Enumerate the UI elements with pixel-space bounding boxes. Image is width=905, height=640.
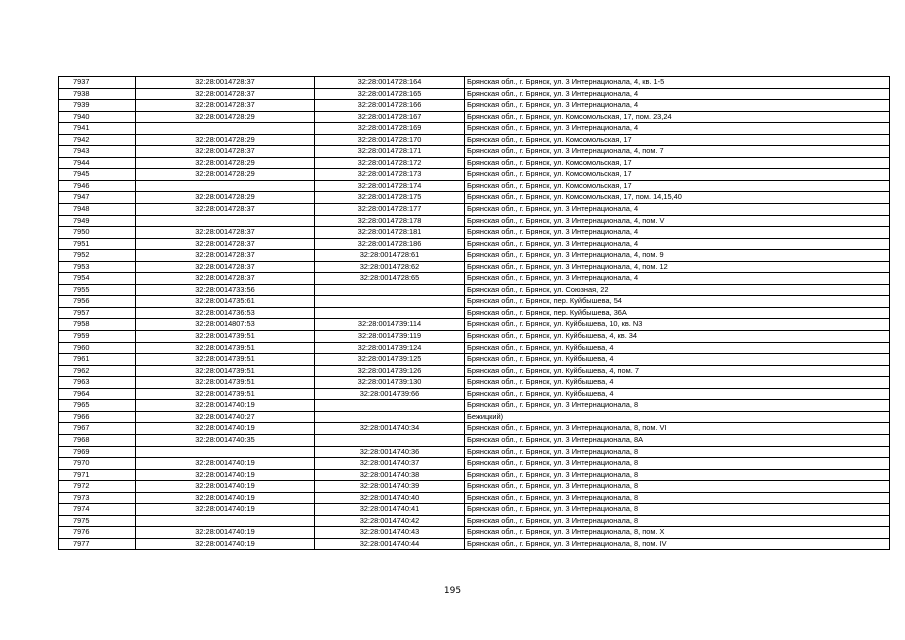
object-cadastral-number-cell: 32:28:0014728:61 [315,250,465,262]
address-cell: Брянская обл., г. Брянск, пер. Куйбышева, 36А [465,307,890,319]
object-cadastral-number-cell [315,307,465,319]
table-row [59,492,890,504]
land-cadastral-number-cell: 32:28:0014728:37 [136,100,315,112]
address-cell: Брянская обл., г. Брянск, ул. Союзная, 22 [465,284,890,296]
table-row [59,215,890,227]
land-cadastral-number-cell: 32:28:0014728:29 [136,157,315,169]
object-cadastral-number-cell: 32:28:0014728:175 [315,192,465,204]
object-cadastral-number-cell [315,296,465,308]
land-cadastral-number-cell: 32:28:0014740:19 [136,527,315,539]
address-cell: Брянская обл., г. Брянск, ул. Куйбышева, 4 [465,377,890,389]
address-cell: Брянская обл., г. Брянск, ул. 3 Интернационала, 8, пом. VI [465,423,890,435]
table-row [59,250,890,262]
object-cadastral-number-cell: 32:28:0014728:166 [315,100,465,112]
land-cadastral-number-cell [136,446,315,458]
table-row [59,365,890,377]
object-cadastral-number-cell: 32:28:0014728:173 [315,169,465,181]
object-cadastral-number-cell: 32:28:0014728:65 [315,273,465,285]
table-row [59,400,890,412]
row-number-cell: 7953 [59,261,136,273]
land-cadastral-number-cell: 32:28:0014728:37 [136,250,315,262]
object-cadastral-number-cell: 32:28:0014740:39 [315,481,465,493]
table-row [59,100,890,112]
row-number-cell: 7951 [59,238,136,250]
row-number-cell: 7972 [59,481,136,493]
address-cell: Брянская обл., г. Брянск, ул. 3 Интернационала, 4, пом. 12 [465,261,890,273]
land-cadastral-number-cell: 32:28:0014740:27 [136,411,315,423]
row-number-cell: 7958 [59,319,136,331]
row-number-cell: 7974 [59,504,136,516]
object-cadastral-number-cell: 32:28:0014728:178 [315,215,465,227]
table-row [59,423,890,435]
object-cadastral-number-cell: 32:28:0014740:41 [315,504,465,516]
address-cell: Брянская обл., г. Брянск, ул. 3 Интернационала, 4, пом. 7 [465,146,890,158]
object-cadastral-number-cell: 32:28:0014740:43 [315,527,465,539]
land-cadastral-number-cell: 32:28:0014728:29 [136,134,315,146]
object-cadastral-number-cell: 32:28:0014728:174 [315,180,465,192]
land-cadastral-number-cell: 32:28:0014728:29 [136,169,315,181]
land-cadastral-number-cell: 32:28:0014739:51 [136,377,315,389]
object-cadastral-number-cell: 32:28:0014740:36 [315,446,465,458]
land-cadastral-number-cell: 32:28:0014739:51 [136,388,315,400]
table-row [59,446,890,458]
land-cadastral-number-cell: 32:28:0014728:37 [136,146,315,158]
row-number-cell: 7971 [59,469,136,481]
land-cadastral-number-cell: 32:28:0014740:35 [136,434,315,446]
row-number-cell: 7950 [59,227,136,239]
table-row [59,134,890,146]
object-cadastral-number-cell: 32:28:0014739:114 [315,319,465,331]
land-cadastral-number-cell: 32:28:0014736:53 [136,307,315,319]
row-number-cell: 7942 [59,134,136,146]
land-cadastral-number-cell [136,180,315,192]
object-cadastral-number-cell: 32:28:0014728:170 [315,134,465,146]
land-cadastral-number-cell: 32:28:0014740:19 [136,538,315,550]
table-row [59,284,890,296]
object-cadastral-number-cell: 32:28:0014740:42 [315,515,465,527]
row-number-cell: 7969 [59,446,136,458]
address-cell: Брянская обл., г. Брянск, ул. Куйбышева, 4, кв. 34 [465,331,890,343]
object-cadastral-number-cell: 32:28:0014740:40 [315,492,465,504]
address-cell: Брянская обл., г. Брянск, ул. Комсомольская, 17, пом. 14,15,40 [465,192,890,204]
table-row [59,169,890,181]
address-cell: Брянская обл., г. Брянск, ул. 3 Интернационала, 4 [465,273,890,285]
land-cadastral-number-cell: 32:28:0014740:19 [136,481,315,493]
address-cell: Брянская обл., г. Брянск, пер. Куйбышева, 54 [465,296,890,308]
land-cadastral-number-cell: 32:28:0014740:19 [136,400,315,412]
address-cell: Брянская обл., г. Брянск, ул. 3 Интернационала, 8 [465,400,890,412]
land-cadastral-number-cell: 32:28:0014740:19 [136,492,315,504]
land-cadastral-number-cell: 32:28:0014807:53 [136,319,315,331]
address-cell: Брянская обл., г. Брянск, ул. 3 Интернационала, 4, пом. V [465,215,890,227]
table-row [59,527,890,539]
table-row [59,458,890,470]
table-row [59,180,890,192]
row-number-cell: 7959 [59,331,136,343]
object-cadastral-number-cell: 32:28:0014728:167 [315,111,465,123]
table-row [59,469,890,481]
address-cell: Брянская обл., г. Брянск, ул. 3 Интернационала, 8, пом. IV [465,538,890,550]
object-cadastral-number-cell: 32:28:0014728:165 [315,88,465,100]
table-row [59,307,890,319]
address-cell: Брянская обл., г. Брянск, ул. Комсомольская, 17 [465,157,890,169]
row-number-cell: 7961 [59,354,136,366]
row-number-cell: 7939 [59,100,136,112]
row-number-cell: 7941 [59,123,136,135]
land-cadastral-number-cell: 32:28:0014728:37 [136,238,315,250]
row-number-cell: 7970 [59,458,136,470]
table-row [59,192,890,204]
address-cell: Брянская обл., г. Брянск, ул. 3 Интернационала, 8 [465,458,890,470]
object-cadastral-number-cell: 32:28:0014728:169 [315,123,465,135]
address-cell: Брянская обл., г. Брянск, ул. Куйбышева, 4, пом. 7 [465,365,890,377]
table-row [59,388,890,400]
row-number-cell: 7963 [59,377,136,389]
table-body [59,77,890,550]
table-row [59,261,890,273]
address-cell: Брянская обл., г. Брянск, ул. 3 Интернационала, 4 [465,100,890,112]
object-cadastral-number-cell: 32:28:0014728:181 [315,227,465,239]
row-number-cell: 7954 [59,273,136,285]
address-cell: Брянская обл., г. Брянск, ул. 3 Интернационала, 4 [465,204,890,216]
address-cell: Брянская обл., г. Брянск, ул. 3 Интернационала, 4 [465,123,890,135]
object-cadastral-number-cell: 32:28:0014728:164 [315,77,465,89]
land-cadastral-number-cell: 32:28:0014728:29 [136,192,315,204]
row-number-cell: 7940 [59,111,136,123]
address-cell: Брянская обл., г. Брянск, ул. 3 Интернационала, 4 [465,238,890,250]
table-row [59,146,890,158]
table-row [59,111,890,123]
row-number-cell: 7976 [59,527,136,539]
property-register-table [58,76,890,550]
address-cell: Брянская обл., г. Брянск, ул. Куйбышева, 4 [465,354,890,366]
object-cadastral-number-cell: 32:28:0014740:44 [315,538,465,550]
table-row [59,77,890,89]
land-cadastral-number-cell: 32:28:0014739:51 [136,354,315,366]
address-cell: Брянская обл., г. Брянск, ул. 3 Интернационала, 8 [465,515,890,527]
table-row [59,123,890,135]
land-cadastral-number-cell: 32:28:0014740:19 [136,458,315,470]
row-number-cell: 7977 [59,538,136,550]
table-row [59,157,890,169]
object-cadastral-number-cell: 32:28:0014740:37 [315,458,465,470]
land-cadastral-number-cell: 32:28:0014728:29 [136,111,315,123]
object-cadastral-number-cell: 32:28:0014728:171 [315,146,465,158]
row-number-cell: 7968 [59,434,136,446]
row-number-cell: 7957 [59,307,136,319]
object-cadastral-number-cell: 32:28:0014739:119 [315,331,465,343]
table-row [59,296,890,308]
table-row [59,88,890,100]
table-row [59,227,890,239]
row-number-cell: 7973 [59,492,136,504]
land-cadastral-number-cell: 32:28:0014728:37 [136,273,315,285]
address-cell: Брянская обл., г. Брянск, ул. 3 Интернационала, 8 [465,446,890,458]
row-number-cell: 7960 [59,342,136,354]
row-number-cell: 7947 [59,192,136,204]
row-number-cell: 7946 [59,180,136,192]
row-number-cell: 7949 [59,215,136,227]
land-cadastral-number-cell: 32:28:0014740:19 [136,469,315,481]
row-number-cell: 7948 [59,204,136,216]
object-cadastral-number-cell: 32:28:0014728:177 [315,204,465,216]
land-cadastral-number-cell: 32:28:0014728:37 [136,88,315,100]
row-number-cell: 7937 [59,77,136,89]
address-cell: Брянская обл., г. Брянск, ул. 3 Интернационала, 4, пом. 9 [465,250,890,262]
table-row [59,411,890,423]
land-cadastral-number-cell: 32:28:0014740:19 [136,423,315,435]
object-cadastral-number-cell: 32:28:0014739:125 [315,354,465,366]
row-number-cell: 7952 [59,250,136,262]
table-row [59,481,890,493]
address-cell: Брянская обл., г. Брянск, ул. Комсомольская, 17 [465,134,890,146]
land-cadastral-number-cell: 32:28:0014740:19 [136,504,315,516]
object-cadastral-number-cell: 32:28:0014728:186 [315,238,465,250]
object-cadastral-number-cell: 32:28:0014739:130 [315,377,465,389]
row-number-cell: 7962 [59,365,136,377]
row-number-cell: 7967 [59,423,136,435]
land-cadastral-number-cell: 32:28:0014728:37 [136,227,315,239]
row-number-cell: 7965 [59,400,136,412]
address-cell: Брянская обл., г. Брянск, ул. 3 Интернационала, 4 [465,227,890,239]
land-cadastral-number-cell: 32:28:0014728:37 [136,261,315,273]
address-cell: Брянская обл., г. Брянск, ул. 3 Интернационала, 8 [465,504,890,516]
object-cadastral-number-cell: 32:28:0014740:38 [315,469,465,481]
address-cell: Брянская обл., г. Брянск, ул. Куйбышева, 10, кв. N3 [465,319,890,331]
address-cell: Брянская обл., г. Брянск, ул. 3 Интернационала, 8 [465,481,890,493]
object-cadastral-number-cell [315,411,465,423]
object-cadastral-number-cell: 32:28:0014740:34 [315,423,465,435]
address-cell: Брянская обл., г. Брянск, ул. Куйбышева, 4 [465,342,890,354]
land-cadastral-number-cell: 32:28:0014739:51 [136,342,315,354]
address-cell: Брянская обл., г. Брянск, ул. 3 Интернационала, 8 [465,469,890,481]
address-cell: Брянская обл., г. Брянск, ул. 3 Интернационала, 8А [465,434,890,446]
object-cadastral-number-cell: 32:28:0014739:66 [315,388,465,400]
object-cadastral-number-cell: 32:28:0014739:124 [315,342,465,354]
table-row [59,354,890,366]
table-row [59,331,890,343]
land-cadastral-number-cell: 32:28:0014739:51 [136,331,315,343]
row-number-cell: 7964 [59,388,136,400]
page-number: 195 [443,586,462,596]
row-number-cell: 7955 [59,284,136,296]
land-cadastral-number-cell [136,515,315,527]
table-row [59,273,890,285]
object-cadastral-number-cell [315,284,465,296]
table-row [59,377,890,389]
address-cell: Бежицкий) [465,411,890,423]
object-cadastral-number-cell: 32:28:0014739:126 [315,365,465,377]
table-row [59,515,890,527]
table-row [59,238,890,250]
object-cadastral-number-cell: 32:28:0014728:172 [315,157,465,169]
address-cell: Брянская обл., г. Брянск, ул. 3 Интернационала, 4, кв. 1-5 [465,77,890,89]
land-cadastral-number-cell: 32:28:0014728:37 [136,204,315,216]
table-row [59,538,890,550]
address-cell: Брянская обл., г. Брянск, ул. 3 Интернационала, 8 [465,492,890,504]
row-number-cell: 7938 [59,88,136,100]
land-cadastral-number-cell: 32:28:0014739:51 [136,365,315,377]
table-row [59,504,890,516]
land-cadastral-number-cell: 32:28:0014728:37 [136,77,315,89]
address-cell: Брянская обл., г. Брянск, ул. 3 Интернационала, 8, пом. X [465,527,890,539]
address-cell: Брянская обл., г. Брянск, ул. Комсомольская, 17, пом. 23,24 [465,111,890,123]
address-cell: Брянская обл., г. Брянск, ул. 3 Интернационала, 4 [465,88,890,100]
row-number-cell: 7945 [59,169,136,181]
row-number-cell: 7943 [59,146,136,158]
land-cadastral-number-cell [136,215,315,227]
row-number-cell: 7944 [59,157,136,169]
table-row [59,204,890,216]
table-row [59,319,890,331]
row-number-cell: 7966 [59,411,136,423]
object-cadastral-number-cell: 32:28:0014728:62 [315,261,465,273]
table-row [59,434,890,446]
land-cadastral-number-cell [136,123,315,135]
table-row [59,342,890,354]
row-number-cell: 7956 [59,296,136,308]
object-cadastral-number-cell [315,434,465,446]
address-cell: Брянская обл., г. Брянск, ул. Комсомольская, 17 [465,169,890,181]
land-cadastral-number-cell: 32:28:0014733:56 [136,284,315,296]
object-cadastral-number-cell [315,400,465,412]
address-cell: Брянская обл., г. Брянск, ул. Комсомольская, 17 [465,180,890,192]
row-number-cell: 7975 [59,515,136,527]
address-cell: Брянская обл., г. Брянск, ул. Куйбышева, 4 [465,388,890,400]
land-cadastral-number-cell: 32:28:0014735:61 [136,296,315,308]
